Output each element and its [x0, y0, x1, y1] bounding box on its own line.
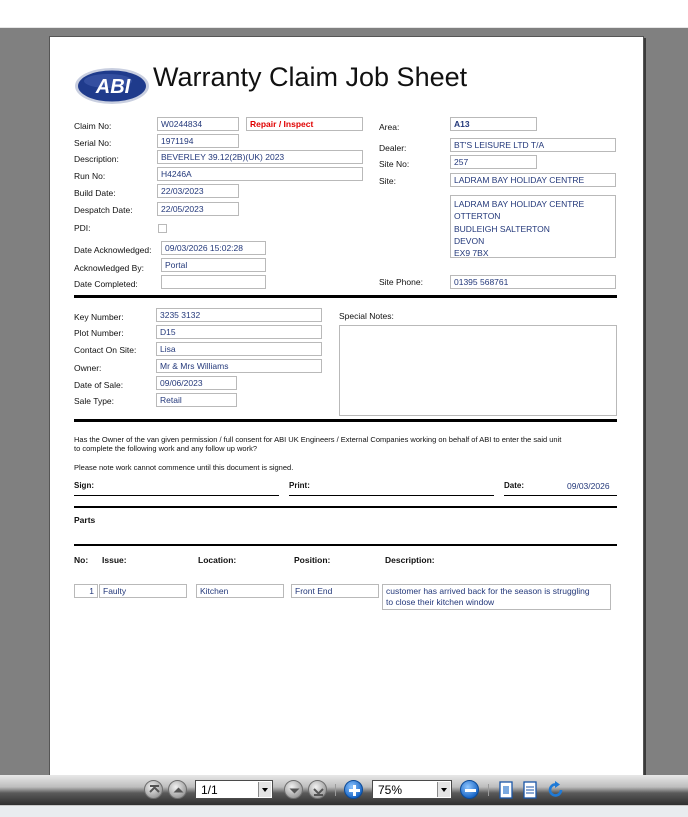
chevron-down-icon	[437, 782, 450, 797]
claim-type-value: Repair / Inspect	[246, 117, 363, 131]
zoom-in-button[interactable]	[344, 780, 363, 799]
run-no-label: Run No:	[74, 171, 106, 181]
next-page-button[interactable]	[284, 780, 303, 799]
section-divider	[74, 506, 617, 508]
date-completed-value	[161, 275, 266, 289]
row-position: Front End	[291, 584, 379, 598]
viewer-toolbar	[0, 775, 688, 805]
area-value: A13	[450, 117, 537, 131]
plot-number-value: D15	[156, 325, 322, 339]
serial-no-label: Serial No:	[74, 138, 112, 148]
special-notes-label: Special Notes:	[339, 311, 394, 321]
key-number-label: Key Number:	[74, 312, 124, 322]
description-value: BEVERLEY 39.12(2B)(UK) 2023	[157, 150, 363, 164]
acknowledged-by-value: Portal	[161, 258, 266, 272]
site-address-line: BUDLEIGH SALTERTON	[454, 223, 550, 234]
top-strip	[0, 0, 688, 28]
chevron-down-icon	[258, 782, 271, 797]
pdi-checkbox	[158, 224, 167, 233]
date-label: Date:	[504, 481, 525, 490]
date-of-sale-label: Date of Sale:	[74, 380, 124, 390]
site-no-label: Site No:	[379, 159, 410, 169]
row-location: Kitchen	[196, 584, 284, 598]
note-text: Please note work cannot commence until this document is signed.	[74, 463, 294, 472]
toolbar-separator	[335, 784, 336, 796]
previous-page-icon	[169, 781, 188, 800]
fit-width-icon[interactable]	[521, 780, 539, 800]
column-location: Location:	[198, 555, 237, 565]
column-issue: Issue:	[102, 555, 127, 565]
section-divider	[74, 419, 617, 422]
bottom-strip	[0, 805, 688, 817]
rotate-icon[interactable]	[546, 780, 566, 800]
svg-text:ABI: ABI	[95, 76, 131, 98]
row-issue: Faulty	[99, 584, 187, 598]
page-select[interactable]	[195, 780, 273, 799]
key-number-value: 3235 3132	[156, 308, 322, 322]
date-acknowledged-value: 09/03/2026 15:02:28	[161, 241, 266, 255]
consent-line: to complete the following work and any follow up work?	[74, 444, 258, 453]
consent-text	[74, 435, 619, 453]
column-description: Description:	[385, 555, 435, 565]
date-completed-label: Date Completed:	[74, 279, 138, 289]
sign-line	[74, 495, 279, 496]
despatch-date-value: 22/05/2023	[157, 202, 239, 216]
build-date-value: 22/03/2023	[157, 184, 239, 198]
area-label: Area:	[379, 122, 400, 132]
section-divider	[74, 544, 617, 546]
toolbar-separator	[488, 784, 489, 796]
previous-page-button[interactable]	[168, 780, 187, 799]
next-page-icon	[285, 781, 304, 800]
print-line	[289, 495, 494, 496]
site-phone-value: 01395 568761	[450, 275, 616, 289]
dealer-value: BT'S LEISURE LTD T/A	[450, 138, 616, 152]
dealer-label: Dealer:	[379, 143, 407, 153]
first-page-button[interactable]	[144, 780, 163, 799]
site-address-line: LADRAM BAY HOLIDAY CENTRE	[454, 199, 585, 209]
date-line	[504, 495, 617, 496]
date-acknowledged-label: Date Acknowledged:	[74, 245, 152, 255]
section-divider	[74, 295, 617, 298]
zoom-select-value: 75%	[378, 783, 403, 797]
despatch-date-label: Despatch Date:	[74, 205, 133, 215]
special-notes-box	[339, 325, 617, 416]
fit-page-icon[interactable]	[497, 780, 515, 800]
print-label: Print:	[289, 481, 310, 490]
owner-value: Mr & Mrs Williams	[156, 359, 322, 373]
column-position: Position:	[294, 555, 331, 565]
sale-type-label: Sale Type:	[74, 396, 115, 406]
date-value: 09/03/2026	[567, 481, 610, 491]
document-page	[49, 36, 644, 781]
page-title: Warranty Claim Job Sheet	[153, 62, 468, 92]
abi-logo	[74, 67, 150, 105]
site-no-value: 257	[450, 155, 537, 169]
site-value: LADRAM BAY HOLIDAY CENTRE	[450, 173, 616, 187]
row-no: 1	[74, 584, 98, 598]
plot-number-label: Plot Number:	[74, 328, 124, 338]
run-no-value: H4246A	[157, 167, 363, 181]
sign-label: Sign:	[74, 481, 94, 490]
site-phone-label: Site Phone:	[379, 277, 423, 287]
sale-type-value: Retail	[156, 393, 237, 407]
site-address-box	[450, 195, 616, 258]
zoom-select[interactable]	[372, 780, 452, 799]
first-page-icon	[145, 781, 164, 800]
site-label: Site:	[379, 176, 397, 186]
column-no: No:	[74, 555, 89, 565]
build-date-label: Build Date:	[74, 188, 116, 198]
serial-no-value: 1971194	[157, 134, 239, 148]
site-address-line: DEVON	[454, 235, 485, 246]
row-description-line: customer has arrived back for the season is struggling	[386, 586, 590, 596]
date-of-sale-value: 09/06/2023	[156, 376, 237, 390]
site-address-line: EX9 7BX	[454, 248, 489, 259]
last-page-icon	[309, 781, 328, 800]
contact-on-site-label: Contact On Site:	[74, 345, 137, 355]
contact-on-site-value: Lisa	[156, 342, 322, 356]
claim-no-value: W0244834	[157, 117, 239, 131]
zoom-out-icon	[461, 781, 480, 800]
acknowledged-by-label: Acknowledged By:	[74, 263, 144, 273]
last-page-button[interactable]	[308, 780, 327, 799]
pdi-label: PDI:	[74, 223, 91, 233]
row-description	[382, 584, 611, 610]
row-description-line: to close their kitchen window	[386, 597, 495, 607]
page-select-value: 1/1	[201, 783, 218, 797]
claim-no-label: Claim No:	[74, 121, 112, 131]
description-label: Description:	[74, 154, 119, 164]
parts-heading: Parts	[74, 515, 96, 525]
owner-label: Owner:	[74, 363, 102, 373]
zoom-in-icon	[345, 781, 364, 800]
consent-line: Has the Owner of the van given permission / full consent for ABI UK Engineers / External Companies working on behalf of ABI to enter the said unit	[74, 435, 562, 444]
zoom-out-button[interactable]	[460, 780, 479, 799]
site-address-line: OTTERTON	[454, 211, 501, 222]
